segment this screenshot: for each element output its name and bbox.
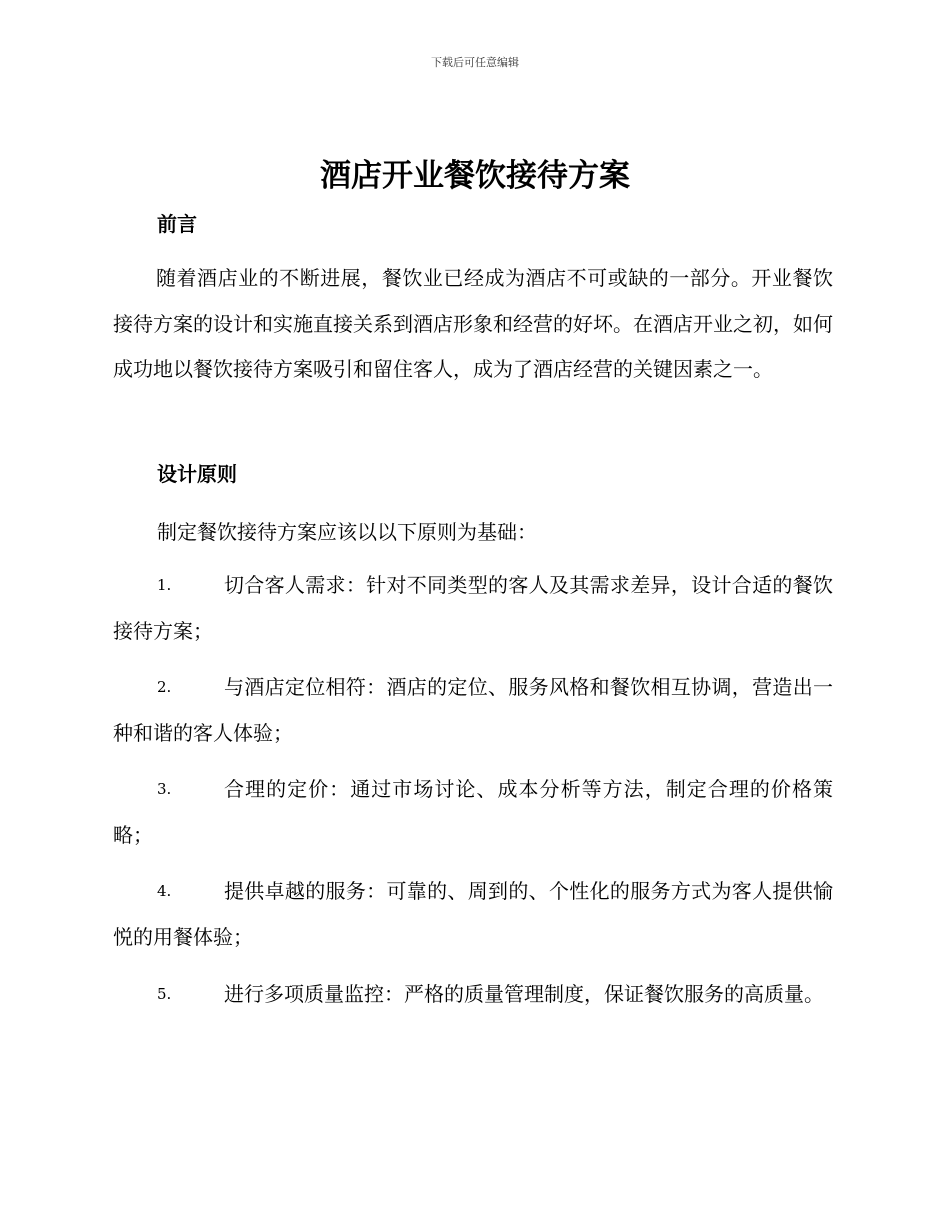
list-item	[113, 972, 833, 1018]
list-item-text: 合理的定价：通过市场讨论、成本分析等方法，制定合理的价格策略；	[113, 777, 833, 847]
list-item-number: 5.	[157, 985, 172, 1003]
list-item-number: 4.	[157, 882, 172, 900]
list-item	[113, 563, 833, 654]
list-item-text: 切合客人需求：针对不同类型的客人及其需求差异，设计合适的餐饮接待方案；	[113, 573, 833, 643]
list-item-text: 提供卓越的服务：可靠的、周到的、个性化的服务方式为客人提供愉悦的用餐体验；	[113, 879, 833, 949]
list-item-text: 进行多项质量监控：严格的质量管理制度，保证餐饮服务的高质量。	[224, 982, 824, 1006]
list-item-number: 1.	[157, 576, 172, 594]
section-heading-preface: 前言	[157, 212, 197, 236]
list-item-text: 与酒店定位相符：酒店的定位、服务风格和餐饮相互协调，营造出一种和谐的客人体验；	[113, 675, 833, 745]
section-heading-design-principles: 设计原则	[157, 462, 237, 486]
preface-paragraph: 随着酒店业的不断进展，餐饮业已经成为酒店不可或缺的一部分。开业餐饮接待方案的设计和实施直接关系到酒店形象和经营的好坏。在酒店开业之初，如何成功地以餐饮接待方案吸引和留住客人，成为了酒店经营的关键因素之一。	[113, 266, 833, 381]
header-note: 下载后可任意编辑	[431, 56, 519, 69]
list-item-number: 2.	[157, 678, 172, 696]
list-item-number: 3.	[157, 780, 172, 798]
list-item	[113, 665, 833, 756]
list-item	[113, 869, 833, 960]
document-title: 酒店开业餐饮接待方案	[320, 158, 630, 194]
list-item	[113, 767, 833, 858]
design-principles-intro: 制定餐饮接待方案应该以以下原则为基础：	[157, 520, 537, 544]
